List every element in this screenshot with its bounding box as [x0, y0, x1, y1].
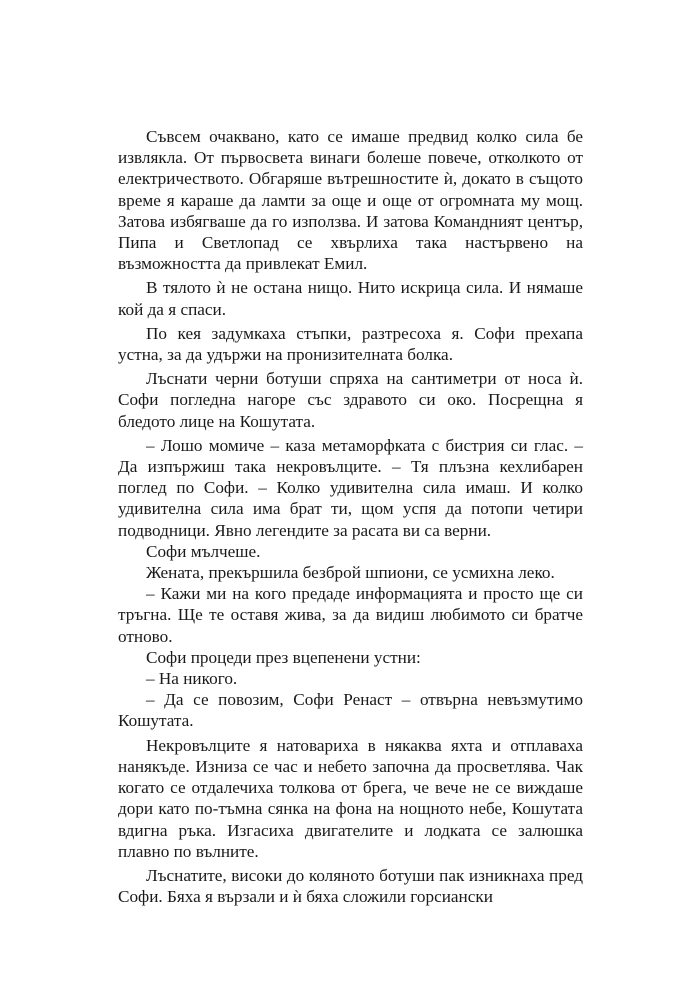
paragraph: Софи процеди през вцепенени устни: [146, 647, 421, 667]
paragraph: Софи мълчеше. [146, 541, 261, 561]
paragraph: В тялото ѝ не остана нищо. Нито искрица сила. И нямаше кой да я спаси. [118, 278, 583, 319]
paragraph: По кея задумкаха стъпки, разтресоха я. Софи прехапа устна, за да удържи на пронизителната болка. [118, 323, 583, 365]
paragraph: Лъснатите, високи до коляното ботуши пак изникнаха пред Софи. Бяха я вързали и ѝ бяха сложили горсиански [118, 865, 583, 907]
paragraph: Лъснати черни ботуши спряха на сантиметри от носа ѝ. Софи погледна нагоре със здравото си око. Посрещна я бледото лице на Кошутата. [118, 369, 583, 431]
paragraph: – На никого. [146, 669, 238, 689]
paragraph: – Лошо момиче – каза метаморфката с бистрия си глас. – Да изпържиш така некровълците. – Тя плъзна кехлибарен поглед по Софи. – Колко удивителна сила имаш. И колко удивителна сила има брат ти, щом успя да потопи четири подводници. Явно легендите за расата ви са верни. [118, 435, 583, 540]
paragraph: – Да се повозим, Софи Ренаст – отвърна невъзмутимо Кошутата. [118, 690, 583, 731]
page-body [118, 126, 583, 910]
paragraph: – Кажи ми на кого предаде информацията и просто ще си тръгна. Ще те оставя жива, за да видиш любимото си братче отново. [118, 584, 583, 646]
paragraph: Съвсем очаквано, като се имаше предвид колко сила бе извлякла. От първосвета винаги болеше повече, отколкото от електричеството. Обгаряше вътрешностите ѝ, докато в същото време я караше да ламти за още и още от огромната му мощ. Затова избягваше да го използва. И затова Командният център, Пипа и Светлопад се хвърлиха така настървено на възможността да привлекат Емил. [118, 127, 583, 274]
paragraph: Некровълците я натовариха в някаква яхта и отплаваха нанякъде. Изниза се час и небето започна да просветлява. Чак когато се отдалечиха толкова от брега, че вече не се виждаше дори като по-тъмна сянка на фона на нощното небе, Кошутата вдигна ръка. Изгасиха двигателите и лодката се залюшка плавно по вълните. [118, 735, 583, 861]
paragraph: Жената, прекършила безброй шпиони, се усмихна леко. [146, 563, 555, 583]
